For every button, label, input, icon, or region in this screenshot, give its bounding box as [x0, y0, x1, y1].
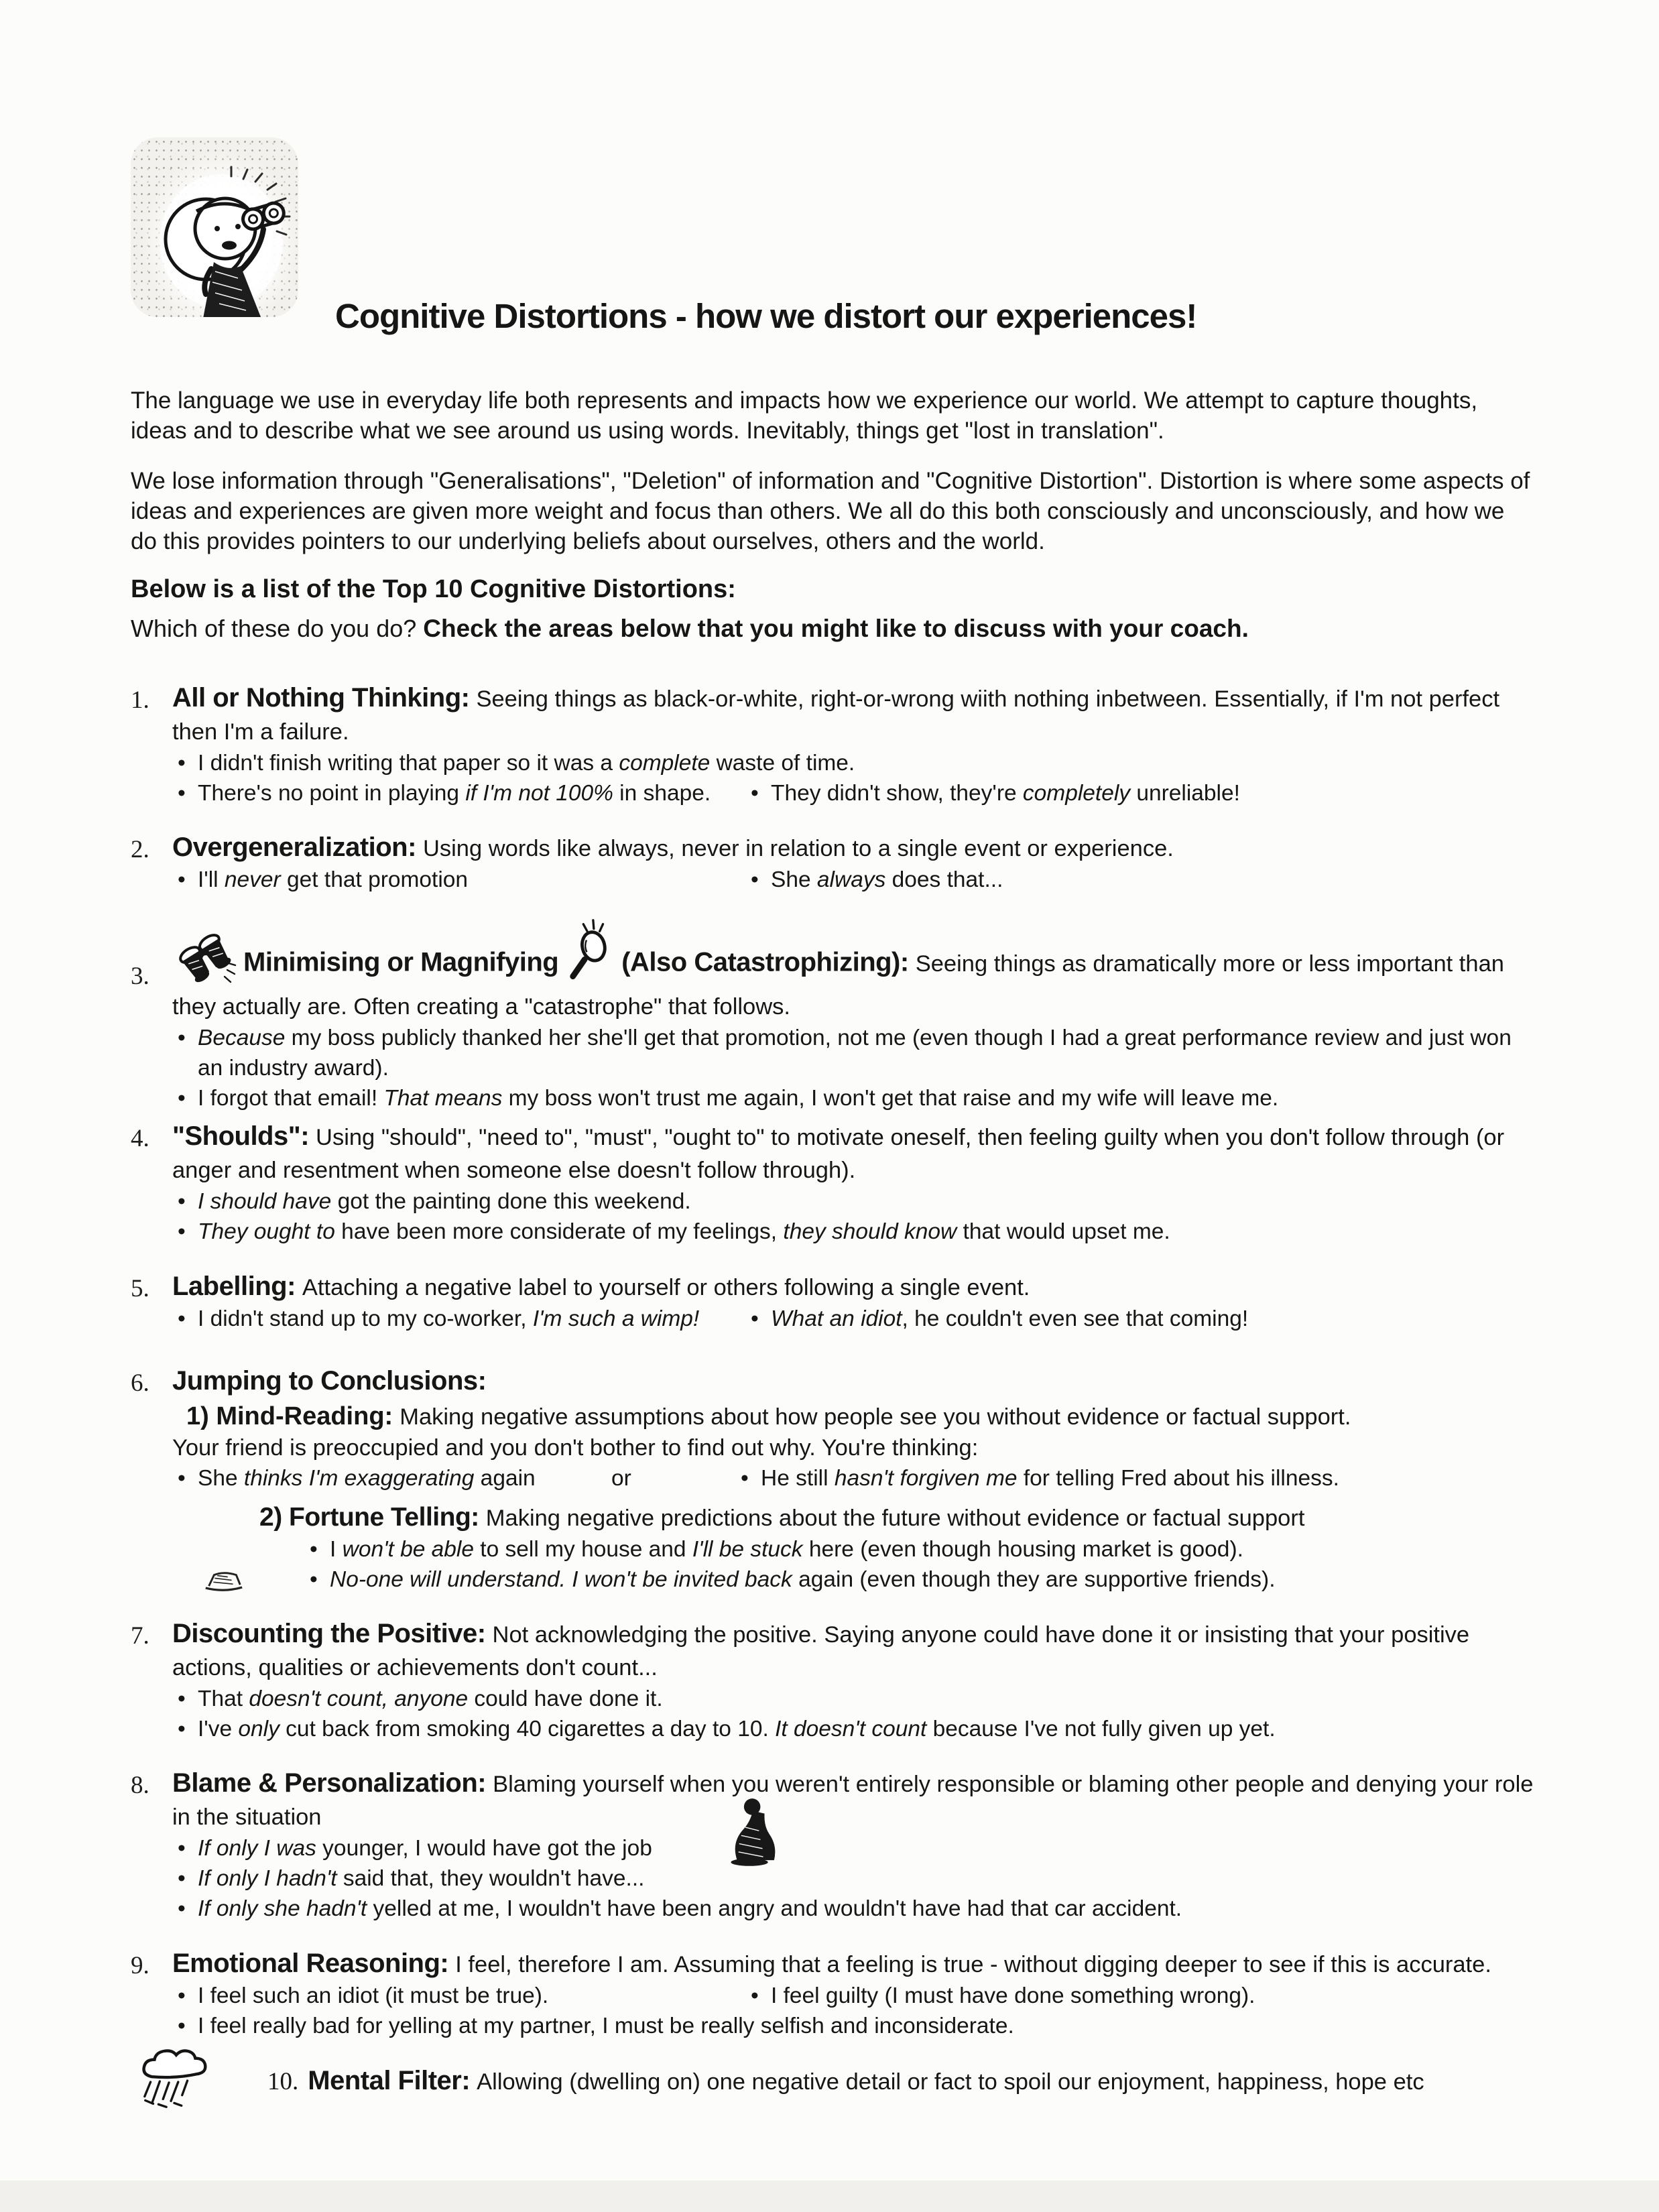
or-connector: or: [611, 1465, 631, 1491]
document-header: [131, 137, 1535, 335]
distortion-item-1: [131, 682, 1535, 808]
item-title: Minimising or Magnifying: [243, 947, 559, 977]
subheading-question: Which of these do you do?: [131, 615, 424, 642]
subheading-instruction: Check the areas below that you might like to discuss with your coach.: [423, 615, 1249, 642]
item-heading: [172, 1271, 1535, 1304]
example-bullet: • If only she hadn't yelled at me, I wouldn't have been angry and wouldn't have had that car accident.: [172, 1894, 1535, 1924]
item-number: 2.: [131, 836, 149, 863]
distortion-item-6: [131, 1365, 1535, 1595]
item-title: All or Nothing Thinking:: [172, 683, 470, 713]
distortion-item-8: [131, 1768, 1535, 1924]
document-content: [131, 0, 1535, 2110]
item-heading: [267, 2065, 1424, 2098]
item-heading: [172, 1768, 1535, 1833]
page-title: Cognitive Distortions - how we distort our experiences!: [335, 297, 1197, 335]
item-description: Using "should", "need to", "must", "ought to" to motivate oneself, then feeling guilty when you don't follow through (or anger and resentment when someone else doesn't follow through).: [172, 1124, 1505, 1183]
example-bullet: • If only I was younger, I would have got the job: [172, 1833, 1535, 1863]
item-heading: [172, 1121, 1535, 1186]
item-heading: [172, 1618, 1535, 1684]
example-bullet-row: [172, 1981, 1535, 2011]
doodle-icon: [200, 1566, 246, 1595]
example-bullet: • I've only cut back from smoking 40 cigarettes a day to 10. It doesn't count because I've not fully given up yet.: [172, 1714, 1535, 1744]
example-bullet: • He still hasn't forgiven me for telling Fred about his illness.: [735, 1463, 1535, 1493]
rain-cloud-icon: [136, 2046, 208, 2110]
example-bullet-row: [172, 1304, 1535, 1334]
example-bullet-row: [172, 778, 1535, 808]
example-bullet: • I didn't stand up to my co-worker, I'm such a wimp!: [172, 1304, 745, 1334]
example-bullet: • I feel guilty (I must have done something wrong).: [745, 1981, 1535, 2011]
example-bullet-row: [172, 1463, 1535, 1493]
item-title: Labelling:: [172, 1271, 296, 1301]
item-description: Attaching a negative label to yourself or others following a single event.: [302, 1274, 1030, 1300]
distortion-item-2: [131, 832, 1535, 895]
item-heading: [172, 915, 1535, 1023]
example-bullet: • I should have got the painting done this weekend.: [172, 1186, 1535, 1217]
item-description: Blaming yourself when you weren't entirely responsible or blaming other people and denying your role in the situation: [172, 1771, 1534, 1830]
item-number: 7.: [131, 1621, 149, 1650]
example-bullet: • I feel such an idiot (it must be true).: [172, 1981, 745, 2011]
distortion-item-4: [131, 1121, 1535, 1247]
item-title: "Shoulds":: [172, 1121, 310, 1151]
item-heading: [172, 1948, 1535, 1981]
woman-with-binoculars-drawing: [131, 137, 298, 317]
example-bullet: • If only I hadn't said that, they wouldn't have...: [172, 1863, 1535, 1894]
subitem-title: 1) Mind-Reading:: [186, 1402, 393, 1430]
item-title: Blame & Personalization:: [172, 1768, 487, 1798]
example-bullet: • I feel really bad for yelling at my partner, I must be really selfish and inconsiderate.: [172, 2011, 1535, 2041]
example-bullet: • They didn't show, they're completely unreliable!: [745, 778, 1535, 808]
distortion-item-3: [131, 915, 1535, 1113]
subitem-title: 2) Fortune Telling:: [259, 1502, 479, 1532]
list-subheading: [131, 613, 1535, 644]
item-number: 1.: [131, 686, 149, 714]
distortion-item-10: [131, 2065, 1535, 2110]
item-title: Jumping to Conclusions:: [172, 1365, 487, 1396]
example-bullet: • She always does that...: [745, 865, 1535, 895]
example-bullet: • She thinks I'm exaggerating again: [172, 1463, 611, 1493]
item-heading: [172, 682, 1535, 748]
item-description: Not acknowledging the positive. Saying anyone could have done it or insisting that your positive actions, qualities or achievements don't count...: [172, 1621, 1470, 1680]
example-bullet: • There's no point in playing if I'm not 100% in shape.: [172, 778, 745, 808]
subitem-mind-reading: [186, 1401, 1535, 1433]
example-bullet: • Because my boss publicly thanked her she'll get that promotion, not me (even though I had a great performance review and just won an industry award).: [172, 1023, 1535, 1083]
example-bullet: • I'll never get that promotion: [172, 865, 745, 895]
example-bullet: • What an idiot, he couldn't even see that coming!: [745, 1304, 1535, 1334]
example-bullet: • I forgot that email! That means my boss won't trust me again, I won't get that raise and my wife will leave me.: [172, 1083, 1535, 1113]
example-bullet: • No-one will understand. I won't be invited back again (even though they are supportive friends).: [304, 1564, 1535, 1595]
item-title: Emotional Reasoning:: [172, 1948, 449, 1978]
item-description: Using words like always, never in relation to a single event or experience.: [422, 836, 1174, 861]
item-description: Seeing things as dramatically more or less important than they actually are. Often creating a "catastrophe" that follows.: [172, 950, 1504, 1020]
distortion-item-5: [131, 1271, 1535, 1334]
fortune-telling-examples: [259, 1534, 1535, 1595]
item-number: 10.: [267, 2067, 299, 2095]
subitem-fortune-telling: [259, 1501, 1535, 1534]
intro-paragraph-2: We lose information through "Generalisations", "Deletion" of information and "Cognitive Distortion". Distortion is where some aspects of ideas and experiences are given more weight and focus than others. We all do this both consciously and unconsciously, and how we do this provides pointers to our underlying beliefs about ourselves, others and the world.: [131, 468, 1530, 554]
item-number: 8.: [131, 1771, 149, 1799]
item-title-secondary: (Also Catastrophizing):: [621, 947, 909, 977]
item-title: Discounting the Positive:: [172, 1618, 486, 1648]
item-number: 9.: [131, 1951, 149, 1979]
item-number: 6.: [131, 1369, 149, 1397]
woman-with-binoculars-illustration: [131, 137, 298, 317]
intro-paragraph-1: The language we use in everyday life both represents and impacts how we experience our world. We attempt to capture thoughts, ideas and to describe what we see around us using words. Inevitably, things get "lost in translation".: [131, 387, 1478, 444]
item-description: Allowing (dwelling on) one negative detail or fact to spoil our enjoyment, happiness, hope etc: [477, 2069, 1424, 2095]
distortion-item-7: [131, 1618, 1535, 1744]
item-description: Seeing things as black-or-white, right-or-wrong wiith nothing inbetween. Essentially, if I'm not perfect then I'm a failure.: [172, 686, 1500, 745]
item-title: Mental Filter:: [308, 2065, 471, 2095]
item-heading: [172, 832, 1535, 865]
mind-reading-scenario: Your friend is preoccupied and you don't bother to find out why. You're thinking:: [172, 1434, 979, 1461]
item-description: I feel, therefore I am. Assuming that a feeling is true - without digging deeper to see if this is accurate.: [455, 1951, 1491, 1977]
example-bullet: • That doesn't count, anyone could have done it.: [172, 1684, 1535, 1714]
subitem-description: Making negative predictions about the future without evidence or factual support: [485, 1505, 1305, 1531]
distortion-item-9: [131, 1948, 1535, 2041]
scan-bottom-shading: [0, 2180, 1659, 2212]
item-number: 3.: [131, 963, 149, 990]
item-number: 5.: [131, 1274, 149, 1302]
example-bullet: • I didn't finish writing that paper so it was a complete waste of time.: [172, 748, 1535, 778]
binoculars-icon: [172, 928, 239, 990]
subitem-description: Making negative assumptions about how people see you without evidence or factual support.: [400, 1404, 1351, 1430]
example-bullet: • I won't be able to sell my house and I'll be stuck here (even though housing market is good).: [304, 1534, 1535, 1564]
example-bullet: • They ought to have been more considerate of my feelings, they should know that would upset me.: [172, 1217, 1535, 1247]
example-bullet-row: [172, 865, 1535, 895]
list-heading: Below is a list of the Top 10 Cognitive Distortions:: [131, 575, 736, 603]
item-title: Overgeneralization:: [172, 833, 416, 862]
item-number: 4.: [131, 1124, 149, 1152]
magnifying-glass-icon: [564, 915, 616, 982]
